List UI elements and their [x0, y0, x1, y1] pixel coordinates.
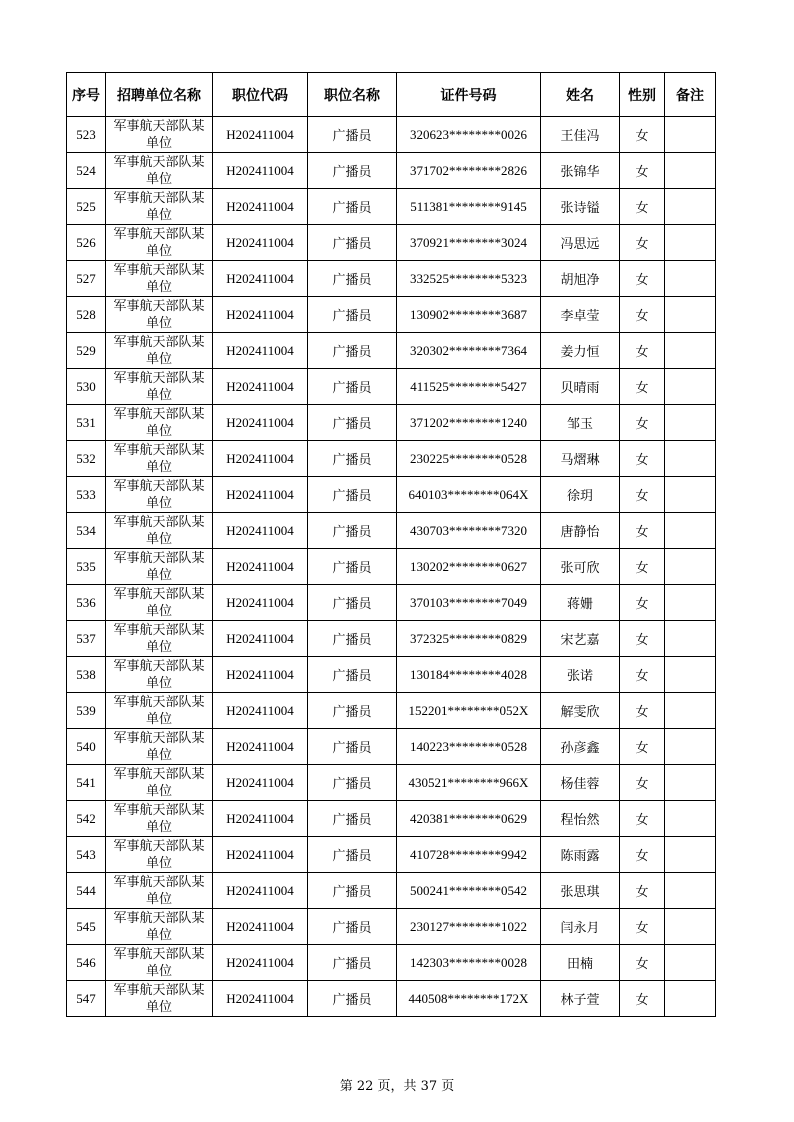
cell-gender: 女 — [620, 585, 665, 621]
cell-position-code: H202411004 — [213, 873, 308, 909]
cell-position-name: 广播员 — [308, 585, 397, 621]
cell-position-code: H202411004 — [213, 513, 308, 549]
cell-position-name: 广播员 — [308, 369, 397, 405]
cell-position-code: H202411004 — [213, 333, 308, 369]
cell-unit: 军事航天部队某单位 — [106, 405, 213, 441]
cell-id-number: 130184********4028 — [397, 657, 541, 693]
cell-id-number: 370103********7049 — [397, 585, 541, 621]
cell-position-name: 广播员 — [308, 693, 397, 729]
cell-name: 解雯欣 — [541, 693, 620, 729]
cell-seq: 541 — [67, 765, 106, 801]
cell-position-code: H202411004 — [213, 441, 308, 477]
table-row — [67, 909, 716, 945]
cell-unit: 军事航天部队某单位 — [106, 981, 213, 1017]
cell-id-number: 152201********052X — [397, 693, 541, 729]
cell-id-number: 371702********2826 — [397, 153, 541, 189]
cell-seq: 542 — [67, 801, 106, 837]
cell-seq: 538 — [67, 657, 106, 693]
cell-position-code: H202411004 — [213, 261, 308, 297]
cell-unit: 军事航天部队某单位 — [106, 657, 213, 693]
cell-position-name: 广播员 — [308, 513, 397, 549]
cell-note — [665, 189, 716, 225]
table-row — [67, 693, 716, 729]
cell-position-name: 广播员 — [308, 189, 397, 225]
cell-id-number: 230225********0528 — [397, 441, 541, 477]
cell-name: 闫永月 — [541, 909, 620, 945]
table-row — [67, 369, 716, 405]
cell-unit: 军事航天部队某单位 — [106, 945, 213, 981]
cell-id-number: 372325********0829 — [397, 621, 541, 657]
cell-name: 胡旭净 — [541, 261, 620, 297]
table-row — [67, 801, 716, 837]
cell-note — [665, 981, 716, 1017]
cell-id-number: 230127********1022 — [397, 909, 541, 945]
cell-unit: 军事航天部队某单位 — [106, 729, 213, 765]
cell-note — [665, 765, 716, 801]
cell-position-name: 广播员 — [308, 297, 397, 333]
cell-position-name: 广播员 — [308, 909, 397, 945]
header-seq: 序号 — [67, 73, 106, 117]
cell-id-number: 411525********5427 — [397, 369, 541, 405]
cell-name: 唐静怡 — [541, 513, 620, 549]
cell-id-number: 410728********9942 — [397, 837, 541, 873]
cell-gender: 女 — [620, 153, 665, 189]
cell-name: 程怡然 — [541, 801, 620, 837]
cell-name: 张可欣 — [541, 549, 620, 585]
cell-id-number: 370921********3024 — [397, 225, 541, 261]
cell-note — [665, 693, 716, 729]
cell-id-number: 371202********1240 — [397, 405, 541, 441]
table-row — [67, 405, 716, 441]
cell-seq: 534 — [67, 513, 106, 549]
cell-id-number: 430703********7320 — [397, 513, 541, 549]
cell-position-code: H202411004 — [213, 945, 308, 981]
cell-seq: 530 — [67, 369, 106, 405]
cell-id-number: 320302********7364 — [397, 333, 541, 369]
cell-id-number: 500241********0542 — [397, 873, 541, 909]
header-gender: 性别 — [620, 73, 665, 117]
cell-gender: 女 — [620, 117, 665, 153]
cell-gender: 女 — [620, 657, 665, 693]
header-note: 备注 — [665, 73, 716, 117]
cell-note — [665, 945, 716, 981]
cell-position-code: H202411004 — [213, 801, 308, 837]
cell-name: 杨佳蓉 — [541, 765, 620, 801]
cell-position-code: H202411004 — [213, 117, 308, 153]
cell-id-number: 332525********5323 — [397, 261, 541, 297]
header-position-name: 职位名称 — [308, 73, 397, 117]
cell-position-name: 广播员 — [308, 549, 397, 585]
table-row — [67, 981, 716, 1017]
cell-name: 张诺 — [541, 657, 620, 693]
cell-position-code: H202411004 — [213, 837, 308, 873]
cell-seq: 529 — [67, 333, 106, 369]
cell-position-name: 广播员 — [308, 477, 397, 513]
table-row — [67, 189, 716, 225]
cell-seq: 526 — [67, 225, 106, 261]
cell-position-name: 广播员 — [308, 405, 397, 441]
cell-gender: 女 — [620, 297, 665, 333]
table-row — [67, 333, 716, 369]
header-name: 姓名 — [541, 73, 620, 117]
cell-seq: 536 — [67, 585, 106, 621]
table-row — [67, 765, 716, 801]
cell-position-name: 广播员 — [308, 153, 397, 189]
cell-gender: 女 — [620, 477, 665, 513]
cell-gender: 女 — [620, 945, 665, 981]
cell-name: 林子萱 — [541, 981, 620, 1017]
cell-position-name: 广播员 — [308, 225, 397, 261]
cell-gender: 女 — [620, 981, 665, 1017]
cell-id-number: 130902********3687 — [397, 297, 541, 333]
cell-note — [665, 585, 716, 621]
header-position-code: 职位代码 — [213, 73, 308, 117]
cell-unit: 军事航天部队某单位 — [106, 909, 213, 945]
table-row — [67, 729, 716, 765]
header-unit: 招聘单位名称 — [106, 73, 213, 117]
cell-gender: 女 — [620, 333, 665, 369]
cell-unit: 军事航天部队某单位 — [106, 693, 213, 729]
cell-note — [665, 441, 716, 477]
cell-name: 宋艺嘉 — [541, 621, 620, 657]
cell-name: 孙彦鑫 — [541, 729, 620, 765]
table-row — [67, 261, 716, 297]
cell-unit: 军事航天部队某单位 — [106, 513, 213, 549]
cell-id-number: 440508********172X — [397, 981, 541, 1017]
table-row — [67, 297, 716, 333]
cell-seq: 543 — [67, 837, 106, 873]
cell-note — [665, 549, 716, 585]
cell-unit: 军事航天部队某单位 — [106, 477, 213, 513]
cell-note — [665, 729, 716, 765]
cell-seq: 523 — [67, 117, 106, 153]
cell-seq: 531 — [67, 405, 106, 441]
cell-name: 陈雨露 — [541, 837, 620, 873]
cell-name: 贝晴雨 — [541, 369, 620, 405]
cell-position-name: 广播员 — [308, 837, 397, 873]
cell-position-code: H202411004 — [213, 585, 308, 621]
cell-gender: 女 — [620, 621, 665, 657]
cell-gender: 女 — [620, 369, 665, 405]
cell-position-name: 广播员 — [308, 765, 397, 801]
cell-position-code: H202411004 — [213, 405, 308, 441]
cell-gender: 女 — [620, 765, 665, 801]
cell-note — [665, 837, 716, 873]
table-row — [67, 513, 716, 549]
cell-name: 蒋姗 — [541, 585, 620, 621]
cell-seq: 547 — [67, 981, 106, 1017]
cell-gender: 女 — [620, 405, 665, 441]
cell-unit: 军事航天部队某单位 — [106, 837, 213, 873]
cell-position-code: H202411004 — [213, 297, 308, 333]
cell-name: 姜力恒 — [541, 333, 620, 369]
cell-gender: 女 — [620, 837, 665, 873]
cell-position-name: 广播员 — [308, 117, 397, 153]
cell-gender: 女 — [620, 549, 665, 585]
cell-seq: 525 — [67, 189, 106, 225]
cell-note — [665, 297, 716, 333]
cell-name: 徐玥 — [541, 477, 620, 513]
cell-position-code: H202411004 — [213, 477, 308, 513]
cell-seq: 545 — [67, 909, 106, 945]
cell-id-number: 420381********0629 — [397, 801, 541, 837]
cell-unit: 军事航天部队某单位 — [106, 441, 213, 477]
cell-seq: 544 — [67, 873, 106, 909]
cell-seq: 527 — [67, 261, 106, 297]
cell-seq: 524 — [67, 153, 106, 189]
cell-unit: 军事航天部队某单位 — [106, 585, 213, 621]
cell-unit: 军事航天部队某单位 — [106, 189, 213, 225]
table-row — [67, 225, 716, 261]
cell-position-code: H202411004 — [213, 225, 308, 261]
cell-gender: 女 — [620, 261, 665, 297]
cell-name: 冯思远 — [541, 225, 620, 261]
cell-seq: 546 — [67, 945, 106, 981]
cell-position-code: H202411004 — [213, 693, 308, 729]
cell-unit: 军事航天部队某单位 — [106, 621, 213, 657]
cell-gender: 女 — [620, 225, 665, 261]
table-row — [67, 945, 716, 981]
cell-unit: 军事航天部队某单位 — [106, 117, 213, 153]
table-row — [67, 657, 716, 693]
cell-id-number: 640103********064X — [397, 477, 541, 513]
cell-id-number: 320623********0026 — [397, 117, 541, 153]
recruitment-list-table — [66, 72, 716, 1017]
cell-note — [665, 513, 716, 549]
cell-position-name: 广播员 — [308, 729, 397, 765]
table-row — [67, 585, 716, 621]
cell-name: 张诗镒 — [541, 189, 620, 225]
cell-seq: 533 — [67, 477, 106, 513]
cell-seq: 540 — [67, 729, 106, 765]
cell-note — [665, 873, 716, 909]
cell-unit: 军事航天部队某单位 — [106, 369, 213, 405]
cell-gender: 女 — [620, 873, 665, 909]
cell-id-number: 430521********966X — [397, 765, 541, 801]
cell-gender: 女 — [620, 513, 665, 549]
cell-name: 王佳冯 — [541, 117, 620, 153]
cell-unit: 军事航天部队某单位 — [106, 153, 213, 189]
cell-position-code: H202411004 — [213, 549, 308, 585]
cell-position-code: H202411004 — [213, 153, 308, 189]
cell-position-name: 广播员 — [308, 657, 397, 693]
cell-unit: 军事航天部队某单位 — [106, 333, 213, 369]
cell-position-code: H202411004 — [213, 621, 308, 657]
cell-seq: 539 — [67, 693, 106, 729]
cell-seq: 535 — [67, 549, 106, 585]
cell-position-code: H202411004 — [213, 189, 308, 225]
cell-position-code: H202411004 — [213, 657, 308, 693]
cell-seq: 532 — [67, 441, 106, 477]
cell-unit: 军事航天部队某单位 — [106, 261, 213, 297]
cell-name: 张思琪 — [541, 873, 620, 909]
cell-gender: 女 — [620, 801, 665, 837]
table-row — [67, 477, 716, 513]
cell-seq: 528 — [67, 297, 106, 333]
cell-name: 李卓莹 — [541, 297, 620, 333]
cell-position-code: H202411004 — [213, 765, 308, 801]
cell-position-name: 广播员 — [308, 945, 397, 981]
cell-note — [665, 801, 716, 837]
cell-note — [665, 117, 716, 153]
cell-id-number: 140223********0528 — [397, 729, 541, 765]
cell-note — [665, 477, 716, 513]
cell-name: 邹玉 — [541, 405, 620, 441]
cell-name: 田楠 — [541, 945, 620, 981]
cell-note — [665, 153, 716, 189]
cell-unit: 军事航天部队某单位 — [106, 549, 213, 585]
cell-gender: 女 — [620, 693, 665, 729]
cell-note — [665, 405, 716, 441]
table-row — [67, 873, 716, 909]
table-row — [67, 441, 716, 477]
cell-position-name: 广播员 — [308, 333, 397, 369]
cell-position-name: 广播员 — [308, 873, 397, 909]
cell-note — [665, 621, 716, 657]
cell-id-number: 142303********0028 — [397, 945, 541, 981]
cell-note — [665, 909, 716, 945]
table-row — [67, 117, 716, 153]
cell-note — [665, 225, 716, 261]
cell-position-name: 广播员 — [308, 441, 397, 477]
table-row — [67, 621, 716, 657]
cell-name: 马熠琳 — [541, 441, 620, 477]
cell-name: 张锦华 — [541, 153, 620, 189]
cell-seq: 537 — [67, 621, 106, 657]
cell-note — [665, 333, 716, 369]
cell-position-code: H202411004 — [213, 981, 308, 1017]
cell-unit: 军事航天部队某单位 — [106, 297, 213, 333]
cell-position-code: H202411004 — [213, 369, 308, 405]
page-number: 第 22 页，共 37 页 — [339, 1079, 455, 1094]
cell-note — [665, 369, 716, 405]
cell-note — [665, 657, 716, 693]
cell-position-code: H202411004 — [213, 729, 308, 765]
table-header-row — [67, 73, 716, 117]
cell-gender: 女 — [620, 909, 665, 945]
cell-position-name: 广播员 — [308, 261, 397, 297]
cell-unit: 军事航天部队某单位 — [106, 873, 213, 909]
cell-gender: 女 — [620, 729, 665, 765]
cell-note — [665, 261, 716, 297]
cell-position-name: 广播员 — [308, 621, 397, 657]
cell-id-number: 511381********9145 — [397, 189, 541, 225]
cell-unit: 军事航天部队某单位 — [106, 225, 213, 261]
table-row — [67, 549, 716, 585]
cell-position-name: 广播员 — [308, 981, 397, 1017]
cell-unit: 军事航天部队某单位 — [106, 801, 213, 837]
cell-unit: 军事航天部队某单位 — [106, 765, 213, 801]
cell-id-number: 130202********0627 — [397, 549, 541, 585]
table-row — [67, 153, 716, 189]
table-row — [67, 837, 716, 873]
cell-gender: 女 — [620, 189, 665, 225]
header-id-number: 证件号码 — [397, 73, 541, 117]
cell-position-name: 广播员 — [308, 801, 397, 837]
cell-gender: 女 — [620, 441, 665, 477]
cell-position-code: H202411004 — [213, 909, 308, 945]
